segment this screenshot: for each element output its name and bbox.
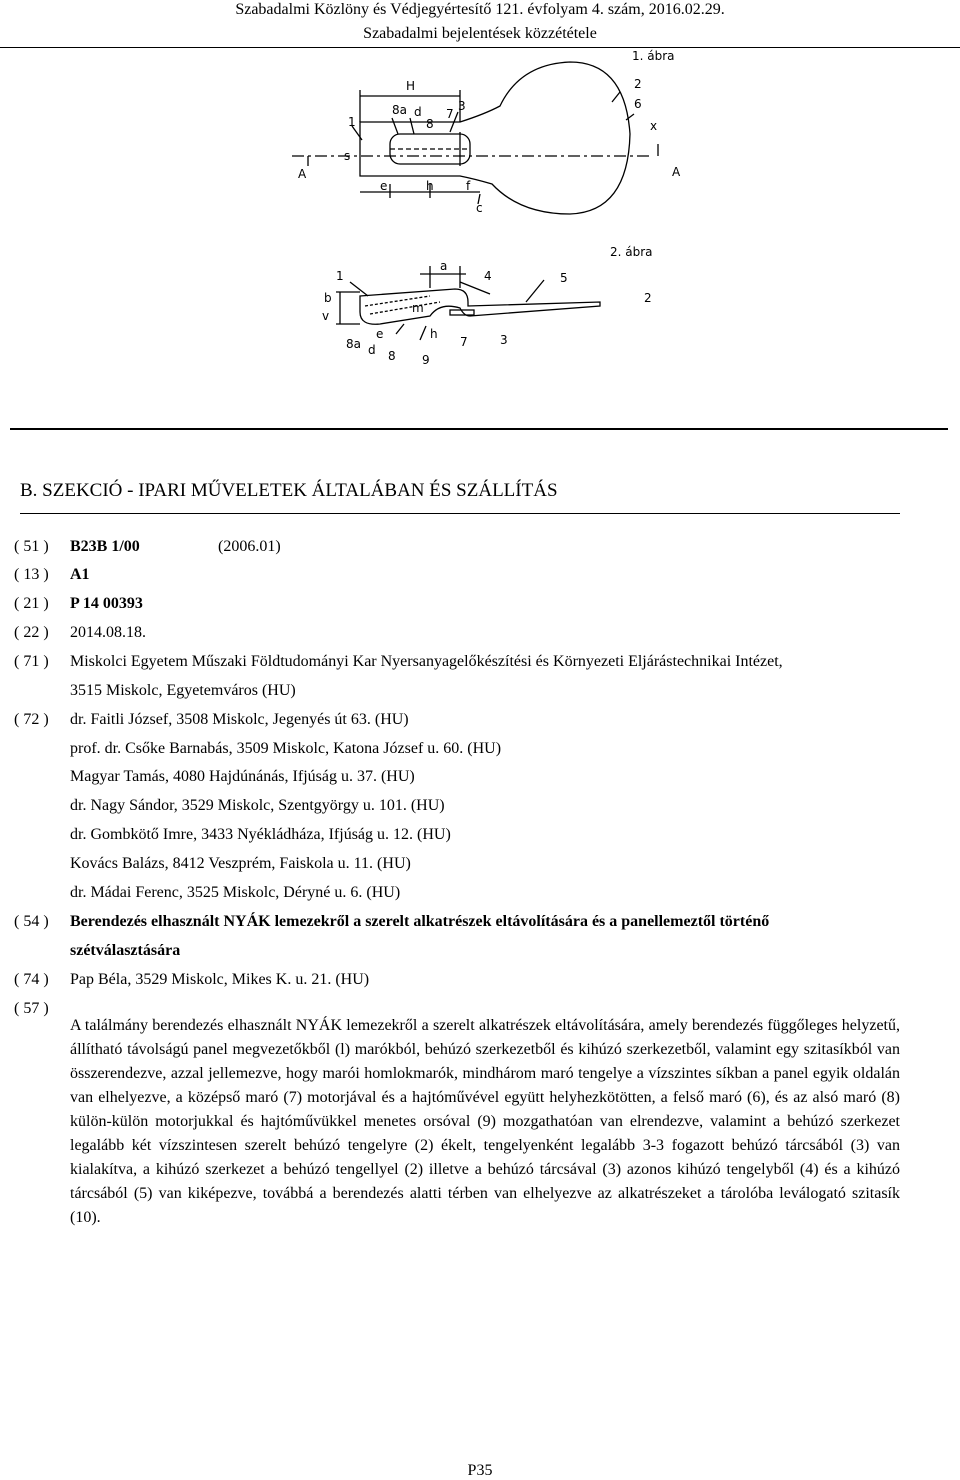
- inid-71: ( 71 ): [14, 653, 49, 670]
- fig2-label-a: a: [440, 259, 448, 273]
- inventor-2: prof. dr. Csőke Barnabás, 3509 Miskolc, Katona József u. 60. (HU): [70, 740, 502, 757]
- fig1-label-c: c: [476, 201, 483, 215]
- fig1-label-x: x: [650, 119, 658, 133]
- inid-57: ( 57 ): [14, 1000, 49, 1017]
- figure-1-outline: [292, 62, 658, 214]
- applicant-line-2: 3515 Miskolc, Egyetemváros (HU): [70, 682, 296, 699]
- inventor-5: dr. Gombkötő Imre, 3433 Nyékládháza, Ifjúság u. 12. (HU): [70, 826, 451, 843]
- fig2-label-2: 2: [644, 291, 652, 305]
- fig2-label-3: 3: [500, 333, 508, 347]
- section-rule: [10, 428, 948, 430]
- page-number: P35: [467, 1462, 493, 1479]
- fig2-label-4: 4: [484, 269, 492, 283]
- fig1-label-6: 6: [634, 97, 642, 111]
- invention-title-line-1: Berendezés elhasznált NYÁK lemezekről a szerelt alkatrészek eltávolítására és a panellemeztől történő: [70, 913, 770, 930]
- figure-1-caption: 1. ábra: [632, 49, 675, 63]
- fig1-label-s: s: [344, 149, 351, 163]
- fig2-label-h: h: [430, 327, 438, 341]
- inventor-7: dr. Mádai Ferenc, 3525 Miskolc, Déryné u. 6. (HU): [70, 884, 401, 901]
- fig1-label-3: 3: [458, 99, 466, 113]
- fig1-label-2: 2: [634, 77, 642, 91]
- fig2-label-v: v: [322, 309, 330, 323]
- applicant-line-1: Miskolci Egyetem Műszaki Földtudományi Kar Nyersanyagelőkészítési és Környezeti Eljárástechnikai Intézet,: [70, 653, 783, 670]
- fig1-label-e: e: [380, 179, 388, 193]
- ipc-date: (2006.01): [218, 538, 281, 555]
- fig2-label-8a: 8a: [346, 337, 361, 351]
- agent: Pap Béla, 3529 Miskolc, Mikes K. u. 21. (HU): [70, 971, 370, 988]
- inid-74: ( 74 ): [14, 971, 49, 988]
- fig1-label-f: f: [466, 179, 471, 193]
- filing-date: 2014.08.18.: [70, 624, 146, 641]
- patent-drawing: [280, 44, 700, 374]
- fig1-label-d: d: [414, 105, 422, 119]
- fig1-label-7: 7: [446, 107, 454, 121]
- fig2-label-1: 1: [336, 269, 344, 283]
- inventor-4: dr. Nagy Sándor, 3529 Miskolc, Szentgyörgy u. 101. (HU): [70, 797, 445, 814]
- section-underline: [20, 513, 900, 514]
- fig2-label-9: 9: [422, 353, 430, 367]
- fig1-label-1: 1: [348, 115, 356, 129]
- inventor-3: Magyar Tamás, 4080 Hajdúnánás, Ifjúság u. 37. (HU): [70, 768, 415, 785]
- fig2-label-d: d: [368, 343, 376, 357]
- fig1-label-8a: 8a: [392, 103, 407, 117]
- fig2-label-5: 5: [560, 271, 568, 285]
- inid-22: ( 22 ): [14, 624, 49, 641]
- fig1-label-H: H: [406, 79, 416, 93]
- fig2-label-8: 8: [388, 349, 396, 363]
- patent-drawing-svg: [280, 44, 700, 374]
- inventor-6: Kovács Balázs, 8412 Veszprém, Faiskola u. 11. (HU): [70, 855, 411, 872]
- journal-subheader: Szabadalmi bejelentések közzététele: [363, 25, 597, 42]
- inid-51: ( 51 ): [14, 538, 49, 555]
- inid-54: ( 54 ): [14, 913, 49, 930]
- ipc-class: B23B 1/00: [70, 538, 140, 555]
- fig1-label-A-left: A: [298, 167, 307, 181]
- fig2-label-7: 7: [460, 335, 468, 349]
- fig2-label-b: b: [324, 291, 332, 305]
- fig2-label-m: m: [412, 301, 424, 315]
- section-title: B. SZEKCIÓ - IPARI MŰVELETEK ÁLTALÁBAN ÉS SZÁLLÍTÁS: [20, 480, 558, 501]
- journal-header: Szabadalmi Közlöny és Védjegyértesítő 121. évfolyam 4. szám, 2016.02.29.: [235, 1, 725, 18]
- fig1-label-h: h: [426, 179, 434, 193]
- application-number: P 14 00393: [70, 595, 143, 612]
- fig1-label-A-right: A: [672, 165, 681, 179]
- abstract-text: A találmány berendezés elhasznált NYÁK lemezekről a szerelt alkatrészek eltávolítására, amely berendezés függőleges helyzetű, állítható távolságú panel megvezetőkből (l) marókból, behúzó szerkezetből és kihúzó szerkezetből, valamint egy szitasíkból van összerendezve, azzal jellemezve, hogy marói homlokmarók, mindhárom maró tengelye a vízszintes síkban a panel egyik oldalán van elhelyezve, a középső maró (7) motorjával és a hajtóművével együtt helyhezkötötten, a felső maró (6), és az alsó maró (8) külön-külön motorjukkal és hajtóművükkel menetes orsóval (9) mozgathatóan van elrendezve, valamint a behúzó szerkezet legalább két vízszintesen szerelt behúzó tengelyre (2) ékelt, tengelyenként legalább 3-3 fogazott behúzó tárcsából (3) van kialakítva, a kihúzó szerkezet a behúzó tengellyel (2) illetve a behúzó tárcsával (3) azonos kihúzó tengelyből (4) és a kihúzó tárcsából (5) van kiképezve, továbbá a berendezés alatti térben van elhelyezve az alkatrészeket a tárolóba leválogató szitasík (10).: [70, 1017, 900, 1226]
- inid-21: ( 21 ): [14, 595, 49, 612]
- figure-2-caption: 2. ábra: [610, 245, 653, 259]
- inventor-1: dr. Faitli József, 3508 Miskolc, Jegenyés út 63. (HU): [70, 711, 409, 728]
- kind-code: A1: [70, 566, 90, 583]
- inid-13: ( 13 ): [14, 566, 49, 583]
- invention-title-line-2: szétválasztására: [70, 942, 181, 959]
- fig1-label-8: 8: [426, 117, 434, 131]
- fig2-label-e: e: [376, 327, 384, 341]
- inid-72: ( 72 ): [14, 711, 49, 728]
